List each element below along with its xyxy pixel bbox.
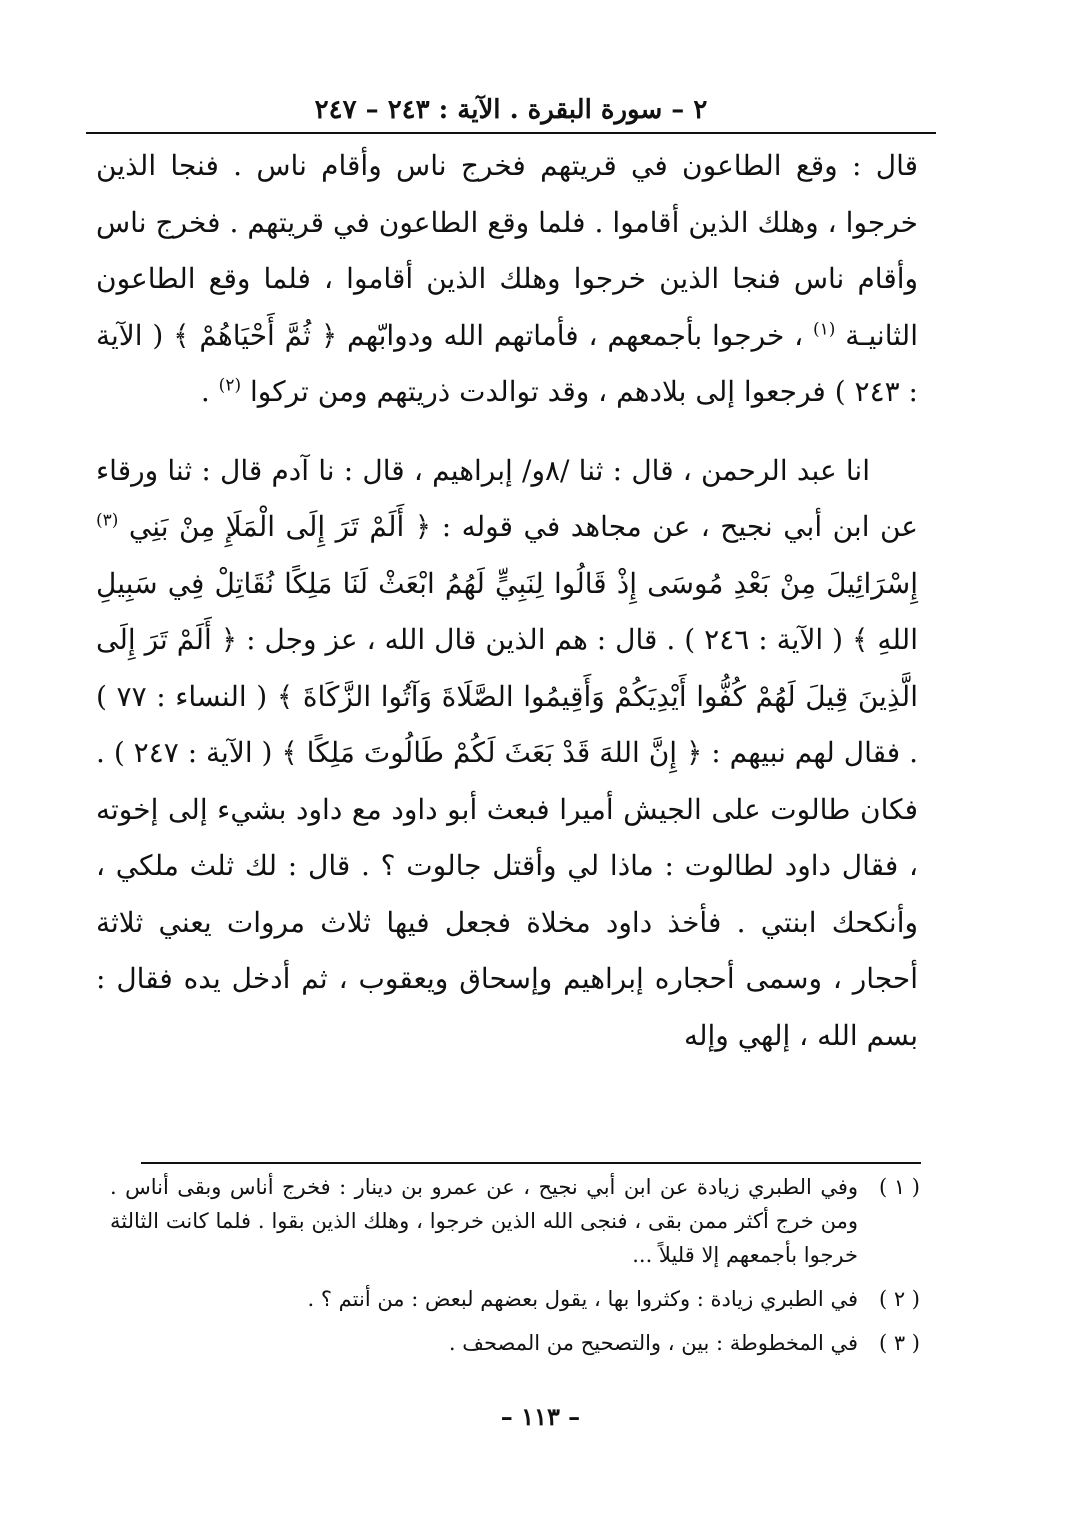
footnote-text: وفي الطبري زيادة عن ابن أبي نجيح ، عن عمرو بن دينار : فخرج أناس وبقى أناس . ومن خرج أكثر ممن بقى ، فنجى الله الذين خرجوا ، وهلك الذين بقوا . فلما كانت الثالثة خرجوا بأجمعهم إلا قليلاً ... — [110, 1175, 858, 1267]
paragraph-1-part-c: . — [200, 375, 210, 408]
footnote-2 — [110, 1282, 920, 1316]
paragraph-1-part-a: قال : وقع الطاعون في قريتهم فخرج ناس وأقام ناس . فنجا الذين خرجوا ، وهلك الذين أقاموا . فلما وقع الطاعون في قريتهم . فخرج ناس وأقام ناس فنجا الذين خرجوا وهلك الذين أقاموا ، فلما وقع الطاعون الثانيـة — [96, 149, 918, 352]
footnote-ref-3: (٣) — [96, 510, 119, 531]
header-rule — [86, 132, 936, 134]
footnote-number: ( ٣ ) — [878, 1331, 920, 1355]
footnotes — [110, 1170, 920, 1370]
paragraph-2-part-b: إِسْرَائِيلَ مِنْ بَعْدِ مُوسَى إِذْ قَالُوا لِنَبِيٍّ لَهُمُ ابْعَثْ لَنَا مَلِكًا نُقَاتِلْ فِي سَبِيلِ اللهِ ﴾ ( الآية : ٢٤٦ ) . قال : هم الذين قال الله ، عز وجل : ﴿ أَلَمْ تَرَ إِلَى الَّذِينَ قِيلَ لَهُمْ كُفُّوا أَيْدِيَكُمْ وَأَقِيمُوا الصَّلَاةَ وَآتُوا الزَّكَاةَ ﴾ ( النساء : ٧٧ ) . فقال لهم نبيهم : ﴿ إِنَّ اللهَ قَدْ بَعَثَ لَكُمْ طَالُوتَ مَلِكًا ﴾ ( الآية : ٢٤٧ ) . فكان طالوت على الجيش أميرا فبعث أبو داود مع داود بشيء إلى إخوته ، فقال داود لطالوت : ماذا لي وأقتل جالوت ؟ . قال : لك ثلث ملكي ، وأنكحك ابنتي . فأخذ داود مخلاة فجعل فيها ثلاث مروات يعني ثلاثة أحجار ، وسمى أحجاره إبراهيم وإسحاق ويعقوب ، ثم أدخل يده فقال : بسم الله ، إلهي وإله — [96, 566, 919, 1052]
footnote-3 — [110, 1326, 920, 1360]
running-header: ٢ – سورة البقرة . الآية : ٢٤٣ – ٢٤٧ — [314, 95, 708, 125]
page-number: – ١١٣ – — [500, 1402, 581, 1431]
footnote-1 — [110, 1170, 920, 1272]
footnote-number: ( ١ ) — [878, 1175, 920, 1199]
footnote-ref-2: (٢) — [218, 375, 242, 396]
footnote-ref-1: (١) — [813, 319, 836, 340]
footnote-rule — [141, 1162, 921, 1164]
footnote-text: في الطبري زيادة : وكثروا بها ، يقول بعضهم لبعض : من أنتم ؟ . — [307, 1287, 858, 1311]
footnote-number: ( ٢ ) — [878, 1287, 920, 1311]
main-text — [96, 138, 918, 1064]
paragraph-2 — [96, 443, 918, 1065]
paragraph-1 — [96, 138, 918, 421]
paragraph-1-part-b: ، خرجوا بأجمعهم ، فأماتهم الله ودوابّهم ﴿ ثُمَّ أَحْيَاهُمْ ﴾ ( الآية : ٢٤٣ ) فرجعوا إلى بلادهم ، وقد توالدت ذريتهم ومن تركوا — [96, 318, 918, 408]
paragraph-2-part-a: انا عبد الرحمن ، قال : ثنا /٨و/ إبراهيم ، قال : نا آدم قال : ثنا ورقاء عن ابن أبي نجيح ، عن مجاهد في قوله : ﴿ أَلَمْ تَرَ إِلَى الْمَلَإِ مِنْ بَنِي — [96, 453, 918, 543]
footnote-text: في المخطوطة : بين ، والتصحيح من المصحف . — [448, 1331, 858, 1355]
